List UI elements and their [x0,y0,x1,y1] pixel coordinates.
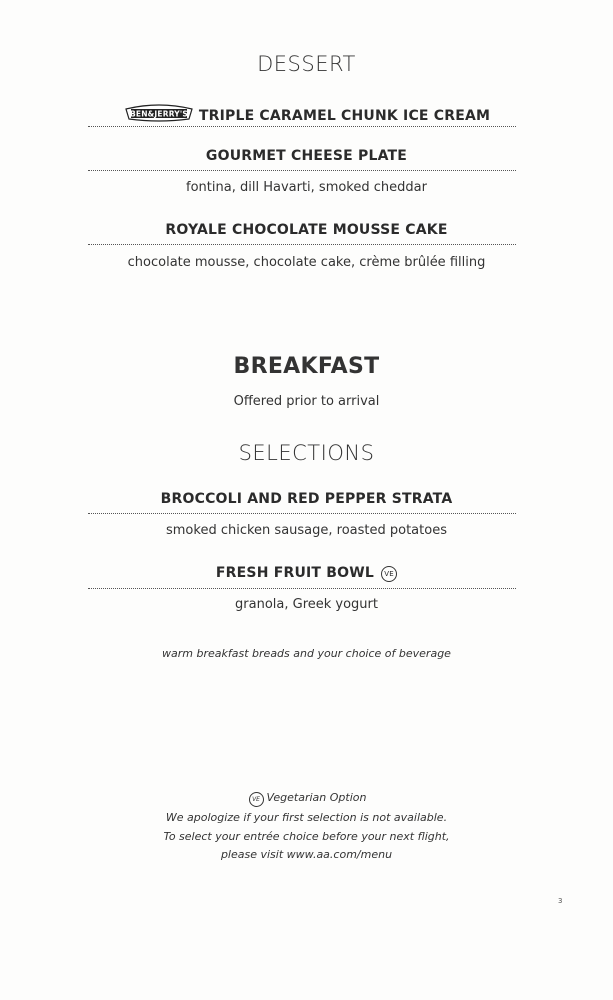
dessert-heading: DESSERT [257,52,356,76]
item-name: TRIPLE CARAMEL CHUNK ICE CREAM [198,108,491,124]
dotted-divider [88,126,516,127]
item-description: smoked chicken sausage, roasted potatoes [166,523,447,538]
breakfast-heading: BREAKFAST [233,354,380,379]
breakfast-item-strata: BROCCOLI AND RED PEPPER STRATA [160,491,453,507]
vegetarian-icon: VE [249,792,264,807]
footer-line: We apologize if your first selection is not available. [165,811,448,824]
item-name: FRESH FRUIT BOWL [215,565,374,581]
footer-line: To select your entrée choice before your next flight, [163,830,450,843]
ben-and-jerrys-logo [123,103,195,123]
dotted-divider [88,244,516,245]
footer-line: please visit www.aa.com/menu [220,848,393,861]
dessert-item-cheese-plate: GOURMET CHEESE PLATE [205,148,408,164]
vegetarian-legend [0,791,613,807]
item-description: fontina, dill Havarti, smoked cheddar [186,180,427,195]
dessert-item-ice-cream [0,103,613,124]
dotted-divider [88,513,516,514]
item-description: chocolate mousse, chocolate cake, crème brûlée filling [127,255,486,270]
page-number: 3 [558,897,563,905]
item-description: granola, Greek yogurt [235,597,378,612]
legend-text: Vegetarian Option [266,791,367,804]
selections-heading: SELECTIONS [238,441,375,465]
vegetarian-icon: VE [381,566,397,582]
breakfast-item-fruit-bowl [0,565,613,582]
dessert-item-mousse-cake: ROYALE CHOCOLATE MOUSSE CAKE [165,222,448,238]
breakfast-subheading: Offered prior to arrival [233,394,380,409]
breakfast-note: warm breakfast breads and your choice of beverage [162,647,451,660]
dotted-divider [88,588,516,589]
svg-text:BEN&JERRY'S: BEN&JERRY'S [129,109,188,119]
dotted-divider [88,170,516,171]
